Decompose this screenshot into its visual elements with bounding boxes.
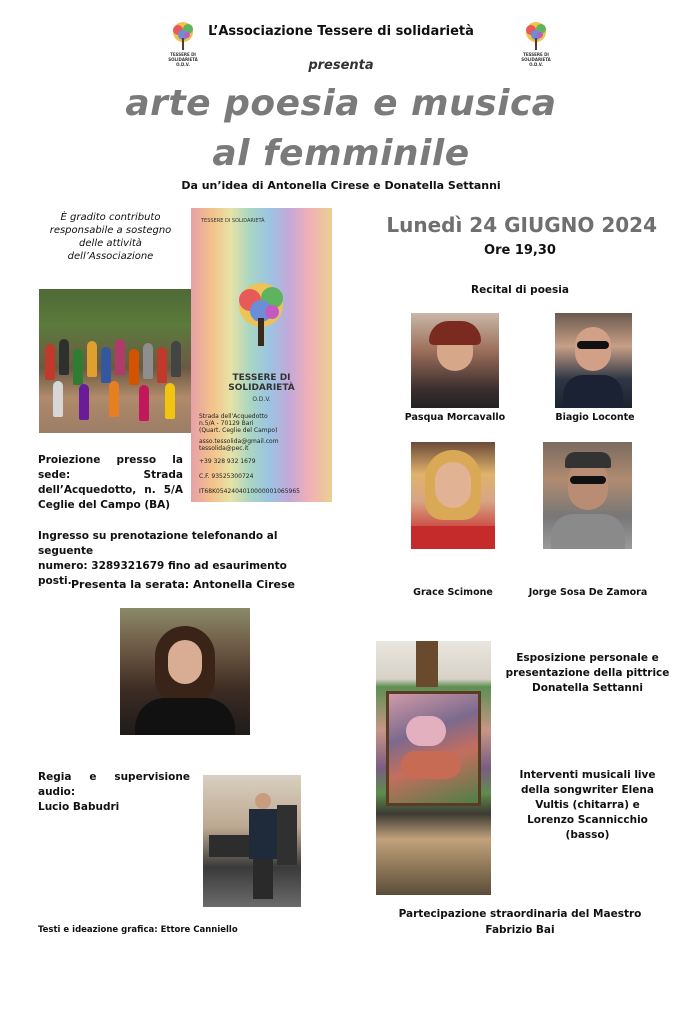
logo-subcaption: O.D.V.: [529, 62, 543, 67]
flyer-org-name: TESSERE DI SOLIDARIETÀ: [228, 373, 295, 393]
flyer-cf: C.F. 93525300724: [199, 473, 254, 480]
flyer-top-label: TESSERE DI SOLIDARIETÀ: [201, 218, 265, 224]
flyer-odv: O.D.V.: [252, 396, 271, 403]
host-photo: [120, 608, 250, 735]
flyer-phone: +39 328 932 1679: [199, 458, 256, 465]
children-group-photo: [39, 289, 191, 433]
contribution-note: È gradito contributo responsabile a sostegno delle attività dell’Associazione: [49, 212, 172, 262]
tree-icon: [226, 278, 296, 348]
poet-photo-grace: [411, 442, 495, 549]
projection-venue: Proiezione presso la sede: Strada dell’Acquedotto, n. 5/A Ceglie del Campo (BA): [38, 454, 183, 511]
booking-info: Ingresso su prenotazione telefonando al seguente numero: 3289321679 fino ad esaurimento posti.: [38, 530, 287, 587]
recital-heading: Recital di poesia: [471, 284, 569, 296]
graphics-credit: Testi e ideazione grafica: Ettore Canniello: [38, 925, 238, 935]
poet-photo-biagio: [555, 313, 632, 408]
event-date: Lunedì 24 GIUGNO 2024: [386, 213, 657, 237]
presenta-label: presenta: [308, 58, 374, 73]
event-time: Ore 19,30: [484, 243, 556, 258]
poet-photo-jorge: [543, 442, 632, 549]
flyer-address: Strada dell'Acquedotto n.5/A - 70129 Bari (Quart. Ceglie del Campo): [199, 413, 278, 434]
association-line: L’Associazione Tessere di solidarietà: [208, 24, 474, 39]
poet-photo-pasqua: [411, 313, 499, 408]
special-guest: Partecipazione straordinaria del Maestro Fabrizio Bai: [398, 908, 642, 936]
poet-name: Grace Scimone: [413, 587, 493, 598]
association-flyer: [191, 208, 332, 502]
event-title-line2: al femminile: [212, 133, 470, 174]
logo-caption: TESSERE DI SOLIDARIETÀ: [168, 52, 198, 62]
logo-subcaption: O.D.V.: [176, 62, 190, 67]
poet-name: Pasqua Morcavallo: [404, 412, 506, 423]
event-title-line1: arte poesia e musica: [125, 83, 557, 124]
host-line: Presenta la serata: Antonella Cirese: [70, 578, 296, 591]
poet-name: Jorge Sosa De Zamora: [528, 587, 648, 598]
idea-credit: Da un’idea di Antonella Cirese e Donatella Settanni: [181, 179, 501, 192]
flyer-email: asso.tessolida@gmail.com tessolida@pec.it: [199, 438, 279, 452]
audio-credit: Regia e supervisione audio: Lucio Babudri: [38, 771, 190, 813]
poet-name: Biagio Loconte: [555, 412, 635, 423]
exhibition-info: Esposizione personale e presentazione della pittrice Donatella Settanni: [505, 652, 670, 694]
painting-on-easel-photo: [376, 641, 491, 895]
logo-caption: TESSERE DI SOLIDARIETÀ: [521, 52, 551, 62]
music-info: Interventi musicali live della songwriter Elena Vultis (chitarra) e Lorenzo Scannicchio (basso): [519, 769, 656, 841]
flyer-iban: IT68K0542404010000001065965: [199, 488, 300, 495]
audio-engineer-photo: [203, 775, 301, 907]
